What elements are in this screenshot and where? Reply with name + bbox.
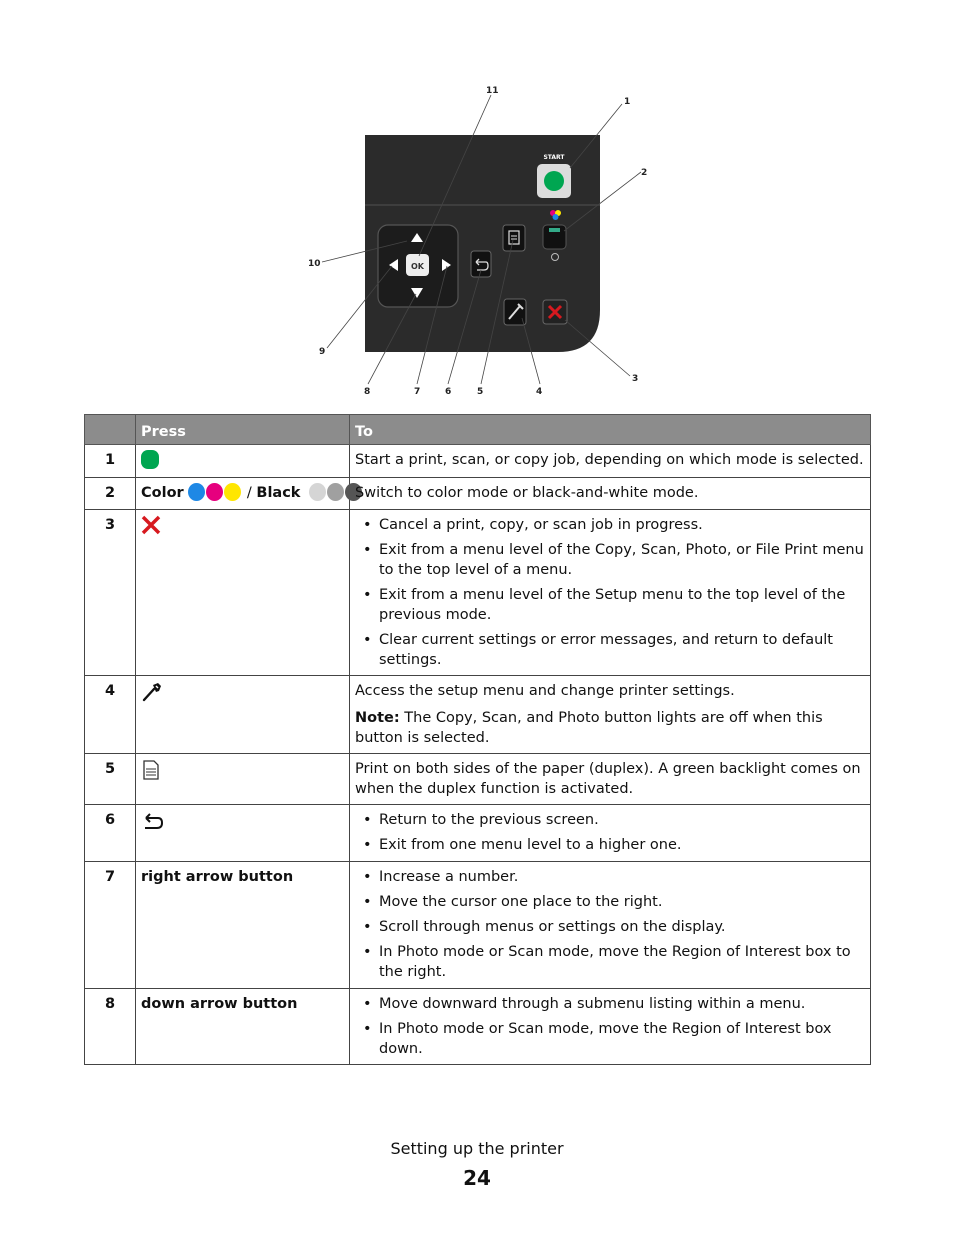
row-number: 5 [85,754,136,805]
table-header-row [85,415,871,445]
black-label: Black [256,485,301,501]
table-row [85,510,871,676]
table-row [85,862,871,989]
list-item: • Exit from one menu level to a higher one. [355,835,865,855]
list-item: • Cancel a print, copy, or scan job in progress. [355,515,865,535]
row-number: 4 [85,676,136,754]
list-item: • Move the cursor one place to the right. [355,892,865,912]
list-item: • Increase a number. [355,867,865,887]
row-number: 7 [85,862,136,989]
row-description: Access the setup menu and change printer settings. [355,683,735,699]
light-gray-ink-icon [309,483,326,501]
row-number: 1 [85,445,136,478]
duplex-page-icon [141,759,161,781]
wrench-setup-icon [141,681,163,703]
control-panel-diagram [300,80,660,400]
header-index [85,415,136,445]
magenta-ink-icon [206,483,223,501]
cyan-ink-icon [188,483,205,501]
list-item: • Scroll through menus or settings on the display. [355,917,865,937]
list-item: • Move downward through a submenu listing within a menu. [355,994,865,1014]
row-description: Switch to color mode or black-and-white mode. [350,478,871,510]
callout-1: 1 [624,97,631,107]
callout-3: 3 [632,374,639,384]
header-press: Press [136,415,350,445]
callout-10: 10 [308,259,321,269]
table-row [85,754,871,805]
right-arrow-label: right arrow button [136,862,350,989]
list-item: • Exit from a menu level of the Setup menu to the top level of the previous mode. [355,585,865,625]
row-number: 8 [85,989,136,1065]
callout-9: 9 [319,347,326,357]
table-row [85,989,871,1065]
note-label: Note: [355,710,400,726]
green-start-icon [141,450,159,469]
yellow-ink-icon [224,483,241,501]
color-label: Color [141,485,184,501]
list-item: • Exit from a menu level of the Copy, Scan, Photo, or File Print menu to the top level of a menu. [355,540,865,580]
back-arrow-icon [141,810,165,832]
page-number: 24 [463,1166,491,1190]
table-row [85,805,871,862]
table-row [85,478,871,510]
down-arrow-label: down arrow button [136,989,350,1065]
row-number: 6 [85,805,136,862]
press-separator: / [242,485,257,501]
list-item: • Return to the previous screen. [355,810,865,830]
row-description-list [355,867,865,982]
callout-2: 2 [641,168,648,178]
callout-7: 7 [414,387,421,397]
table-row [85,445,871,478]
start-green-icon [544,171,564,191]
row-description: Start a print, scan, or copy job, depending on which mode is selected. [350,445,871,478]
list-item: • Clear current settings or error messages, and return to default settings. [355,630,865,670]
row-description-list [355,994,865,1059]
red-x-cancel-icon [141,515,161,535]
row-description: Print on both sides of the paper (duplex). A green backlight comes on when the duplex function is activated. [350,754,871,805]
list-item: • In Photo mode or Scan mode, move the Region of Interest box down. [355,1019,865,1059]
callout-5: 5 [477,387,484,397]
header-to: To [350,415,871,445]
control-panel-illustration [300,80,660,400]
callout-4: 4 [536,387,543,397]
button-function-table [84,414,871,1065]
row-number: 2 [85,478,136,510]
list-item: • In Photo mode or Scan mode, move the Region of Interest box to the right. [355,942,865,982]
row-number: 3 [85,510,136,676]
footer-title: Setting up the printer [390,1139,564,1158]
callout-11: 11 [486,86,499,96]
ok-label: OK [411,262,424,271]
gray-ink-icon [327,483,344,501]
note-text: The Copy, Scan, and Photo button lights are off when this button is selected. [355,710,823,746]
callout-6: 6 [445,387,452,397]
start-label: START [543,154,565,161]
table-row [85,676,871,754]
duplex-button[interactable] [503,225,525,251]
callout-8: 8 [364,387,371,397]
row-description-list [355,515,865,670]
row-description-list [355,810,865,855]
